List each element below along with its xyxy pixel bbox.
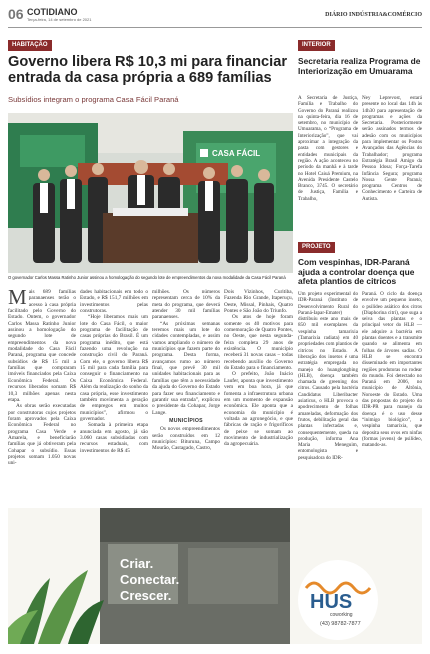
ad-tagline-line-3: Crescer. [120, 588, 172, 603]
main-headline: Governo libera R$ 10,3 mi para financiar entrada da casa própria a 689 famílias [8, 54, 288, 86]
main-story-column-2 [80, 289, 148, 454]
ad-brand-name: HUS [310, 591, 353, 613]
section-tag-projeto: PROJETO [298, 242, 335, 253]
main-story-paragraph: ais 689 famílias paranaenses terão o acesso à casa própria facilitado pelo Governo do Estado. Ontem, o governador Carlos Massa Ratinho Junior assinou a homologação do segundo lote de empreendimentos da nova modalidade do Casa Fácil Paraná, programa que concede subsídios de R$ 15 mil a famílias que compraram imóveis financiados pela Caixa Econômica Federal. Os recursos liberados somam R$ 10,3 milhões apenas nesta etapa. [8, 289, 76, 403]
main-story-paragraph: “Hoje liberamos mais um lote do Casa Fácil, o maior programa de facilitação de casas próprias do Brasil. É um programa inédito, que está fazendo uma revolução na construção civil do Paraná. Com ele, o governo libera R$ 15 mil para cada família para conseguir o financiamento na Caixa Econômica Federal. Além da realização do sonho da casa própria, esse investimento também movimenta a geração de empregos em muitos municípios”, afirmou o governador. [80, 314, 148, 422]
main-story-paragraph: Os atos de hoje foram somente os 40 motivos para comemoração de Quatro Pontes, no Oeste, que nesta segunda-feira completa 29 anos de existência. O município receberá 31 novas casas – todas recebendo auxílio do Governo do Estado para o financiamento. [224, 314, 293, 372]
ad-tagline-line-1: Criar. [120, 556, 154, 571]
main-story-column-4 [224, 289, 293, 448]
side-story-2-column-2 [362, 291, 422, 448]
section-tag-habitacao: HABITAÇÃO [8, 40, 52, 51]
publication-date: Terça-feira, 14 de setembro de 2021 [27, 17, 92, 22]
ad-tagline-line-2: Conectar. [120, 572, 180, 587]
section-tag-interior: INTERIOR [298, 40, 335, 51]
main-story-paragraph: Os novos empreendimentos serão construídos em 12 municípios: Bituruna, Campo Mourão, Castagado, Castro, [152, 426, 220, 452]
main-subheadline: Subsídios integram o programa Casa Fácil Paraná [8, 95, 179, 104]
side-story-paragraph: Ney Leprevost, estará presente no local das 14h às 14h30 para apresentação de programas e ações da Secretaria. Posteriormente serão assinados termos de adesão com os municípios para implementar os Postos Avançados das Agências do Trabalhador; programa Estratégia Brasil Amigo da Pessoa Idosa; Força-Tarefa Infância Segura; programa Nossa Gente Paraná; programa Centros de Conhecimento e Carteira de Autista. [362, 95, 422, 202]
main-story-paragraph: dades habitacionais em todo o Estado, e R$ 151,7 milhões em investimentos pelas construtoras. [80, 289, 148, 315]
ad-brand-subtitle: coworking [330, 612, 353, 618]
side-story-1-column-2 [362, 95, 422, 202]
newspaper-name: DIÁRIO INDÚSTRIA&COMÉRCIO [325, 12, 422, 18]
main-story-paragraph: “As próximas semanas teremos mais um lote do cidades contempladas, e assim vamos ampliando o número de municípios que fazem parte do programa. Desta forma, avançamos rumo ao número final, que prevê 30 mil unidades habitacionais para as famílias que têm a necessidade da ajuda do Governo do Estado para fazer seu financiamento e garantir sua entrada”, explicou o presidente da Cohapar, Jorge Lange. [152, 320, 220, 416]
drop-cap: M [8, 285, 27, 309]
ad-phone: (43) 98782-7877 [320, 621, 361, 627]
side-headline-projeto: Com vespinhas, IDR-Paraná ajuda a controlar doença que afeta plantios de citricos [298, 257, 415, 287]
main-story-column-3 [152, 289, 220, 452]
main-story-column-1 [8, 285, 76, 467]
coworking-advertisement [8, 508, 422, 644]
side-story-2-column-1 [298, 291, 358, 461]
masthead [8, 6, 422, 28]
page-number: 06 [8, 6, 24, 22]
section-name: COTIDIANO [27, 7, 78, 17]
photo-sign-text: CASA FÁCIL [212, 149, 261, 158]
event-photo [8, 113, 293, 273]
main-story-paragraph: milhões. Os números representam cerca de 10% da meta do programa, que deverá atender 30 mil famílias paranaenses. [152, 289, 220, 321]
event-photo-illustration [8, 113, 293, 273]
side-story-paragraph: Um projeto experimental do IDR-Paraná (Instituto de Desenvolvimento Rural do Paraná-Iapar-Emater) distribuiu este ano mais de 850 mil exemplares da vespinha tamarixia (Tamarixia radiata) em 40 propriedades com plantios de citricos no Estado. A liberação dos insetos é uma estratégia empregada no manejo do huanglongbing (HLB), doença também chamada de greening dos citros. Causado pela bactéria Candidatus Liberibacter asiaticus, o HLB provoca o apodrecimento de folhas amareladas, deformação dos frutos, debilitação geral das plantas infectadas e, consequentemente, queda na produção, informa Ana Maria Meneguim, entomologista e pesquisadora do IDR- [298, 291, 358, 461]
main-story-paragraph: O prefeito, João Inácio Laufer, aponta que investimento vem em boa hora, já que fomenta a infraestrutura urbana em um momento de expansão econômica. Ele aponta que a economia do município é voltada ao agronegócio, e que fábricas de ração e frigoríficos de peixe se somam ao movimento de industrialização da agropecuária. [224, 371, 293, 448]
side-story-paragraph: A Secretaria de Justiça, Família e Trabalho do Governo do Paraná realizou na quinta-feira, dia 16 de setembro, no município de Umuarama, o “Programa de Interiorização”, que vai aproximar a integração da pasta com gestores e entidades municipais da região. A ação aconteceu no período da manhã e à tarde no Hotel Caiuá Premium, na Avenida Presidente Castelo Branco, 3745. O secretário de Justiça, Família e Trabalho, [298, 95, 358, 202]
advertisement-artwork [8, 508, 422, 644]
subheading-municipios: MUNICÍPIOS [169, 417, 203, 424]
photo-caption: O governador Carlos Massa Ratinho Junior assinou a homologação do segundo lote de empreendimentos da nova modalidade da Casa Fácil Paraná [8, 275, 286, 280]
main-story-paragraph: As obras serão executadas por construtoras cujos projetos foram aprovados pela Caixa Econômica Federal no programa Casa Verde e Amarela, e beneficiarão famílias que já obtiveram pela Cohapar o subsídio. Essas projetos somam 1.050 novas uni- [8, 403, 76, 467]
side-headline-interior: Secretaria realiza Programa de Interiorização em Umuarama [298, 56, 421, 76]
main-story-paragraph: Dois Vizinhos, Curitiba, Fazenda Rio Grande, Itaperuçu, Oeste, Missal, Pinhais, Quatro Pontes e São João do Triunfo. [224, 289, 293, 315]
main-story-paragraph: Somada à primeira etapa anunciada em agosto, já são 3.060 casas subsidiadas com recursos estaduais, com investimentos de R$ 45 [80, 422, 148, 454]
side-story-1-column-1 [298, 95, 358, 202]
side-story-paragraph: Paraná. O ciclo da doença envolve um pequeno inseto, o psilídeo asiático dos citros (Diaphorina citri), que suga a seiva das plantas e o principal vetor do HLB — ele adquire a bactéria em plantas doentes e a transmite quando se alimenta em folhas de árvores sadias. O HLB se encontra disseminado em importantes regiões produtoras no rodear do mundo. Foi detectado no Paraná em 2006, no município de Altônia, Noroeste do Estado. Uma das propostas do projeto do IDR-PR para manejo da doença é o uso desse “inimigo biológico”, a vespinha tamarixia, que deposita seus ovos em ninfas (formas jovens) de psilídeo, matando-as. [362, 291, 422, 449]
